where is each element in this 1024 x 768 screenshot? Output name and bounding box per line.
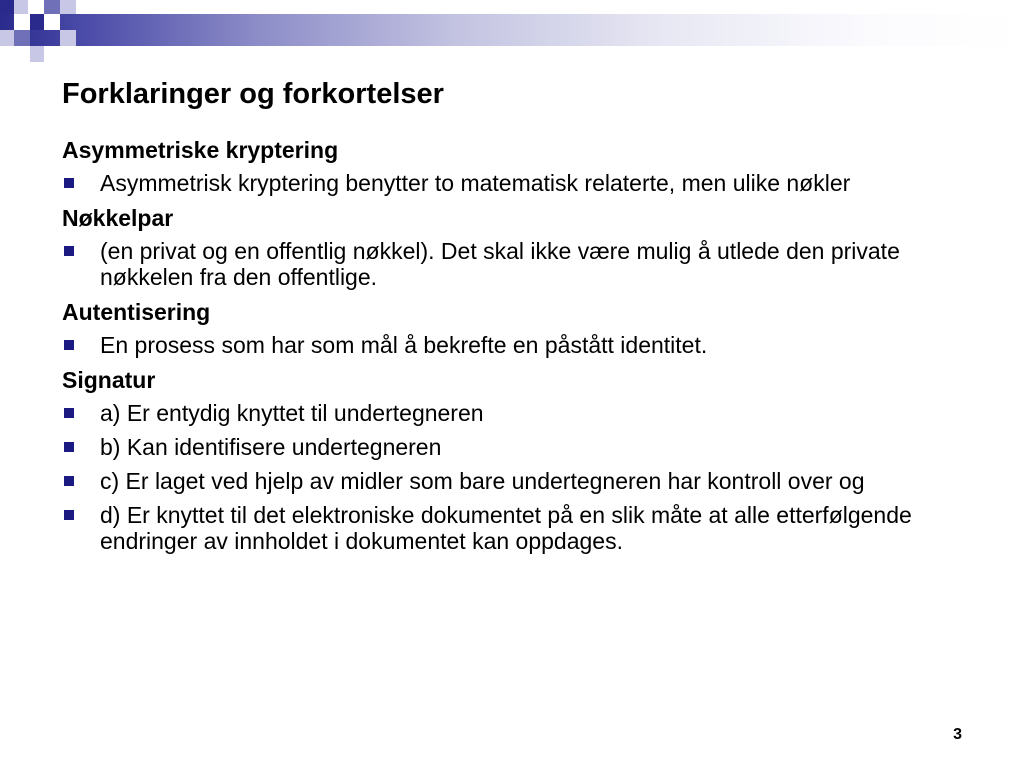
section-heading: Signatur [62,367,156,393]
bullet-text: d) Er knyttet til det elektroniske dokumentet på en slik måte at alle etterfølgende endringer av innholdet i dokumentet kan oppdages. [100,502,912,554]
decor-square [0,0,14,14]
bullet-text: (en privat og en offentlig nøkkel). Det skal ikke være mulig å utlede den private nøkkelen fra den offentlige. [100,238,900,290]
square-bullet-icon [64,178,74,188]
decor-square [30,14,44,30]
decor-square [0,30,14,46]
bullet-item [62,400,962,426]
bullet-text: a) Er entydig knyttet til undertegneren [100,400,484,426]
square-bullet-icon [64,246,74,256]
bullet-list [62,400,962,554]
bullet-item [62,434,962,460]
bullet-list [62,170,962,196]
bullet-item [62,332,962,358]
decor-square [60,30,76,46]
square-bullet-icon [64,442,74,452]
decor-square [60,0,76,14]
section-heading: Nøkkelpar [62,205,174,231]
square-bullet-icon [64,476,74,486]
square-bullet-icon [64,510,74,520]
bullet-text: En prosess som har som mål å bekrefte en påstått identitet. [100,332,708,358]
page-number: 3 [953,726,962,743]
bullet-text: b) Kan identifisere undertegneren [100,434,442,460]
decor-square [14,0,28,14]
bullet-item [62,502,962,554]
section-heading: Asymmetriske kryptering [62,137,339,163]
bullet-item [62,170,962,196]
decor-square [30,46,44,62]
slide-content [62,136,962,562]
section-heading: Autentisering [62,299,211,325]
square-bullet-icon [64,408,74,418]
bullet-text: Asymmetrisk kryptering benytter to matematisk relaterte, men ulike nøkler [100,170,851,196]
bullet-item [62,468,962,494]
bullet-text: c) Er laget ved hjelp av midler som bare undertegneren har kontroll over og [100,468,865,494]
bullet-list [62,332,962,358]
decor-square [14,14,30,30]
bullet-item [62,238,962,290]
decor-square [44,0,60,14]
bullet-list [62,238,962,290]
header-band [0,14,1024,46]
decor-square [14,30,30,46]
square-bullet-icon [64,340,74,350]
slide-title: Forklaringer og forkortelser [62,78,444,110]
decor-square [44,14,60,30]
